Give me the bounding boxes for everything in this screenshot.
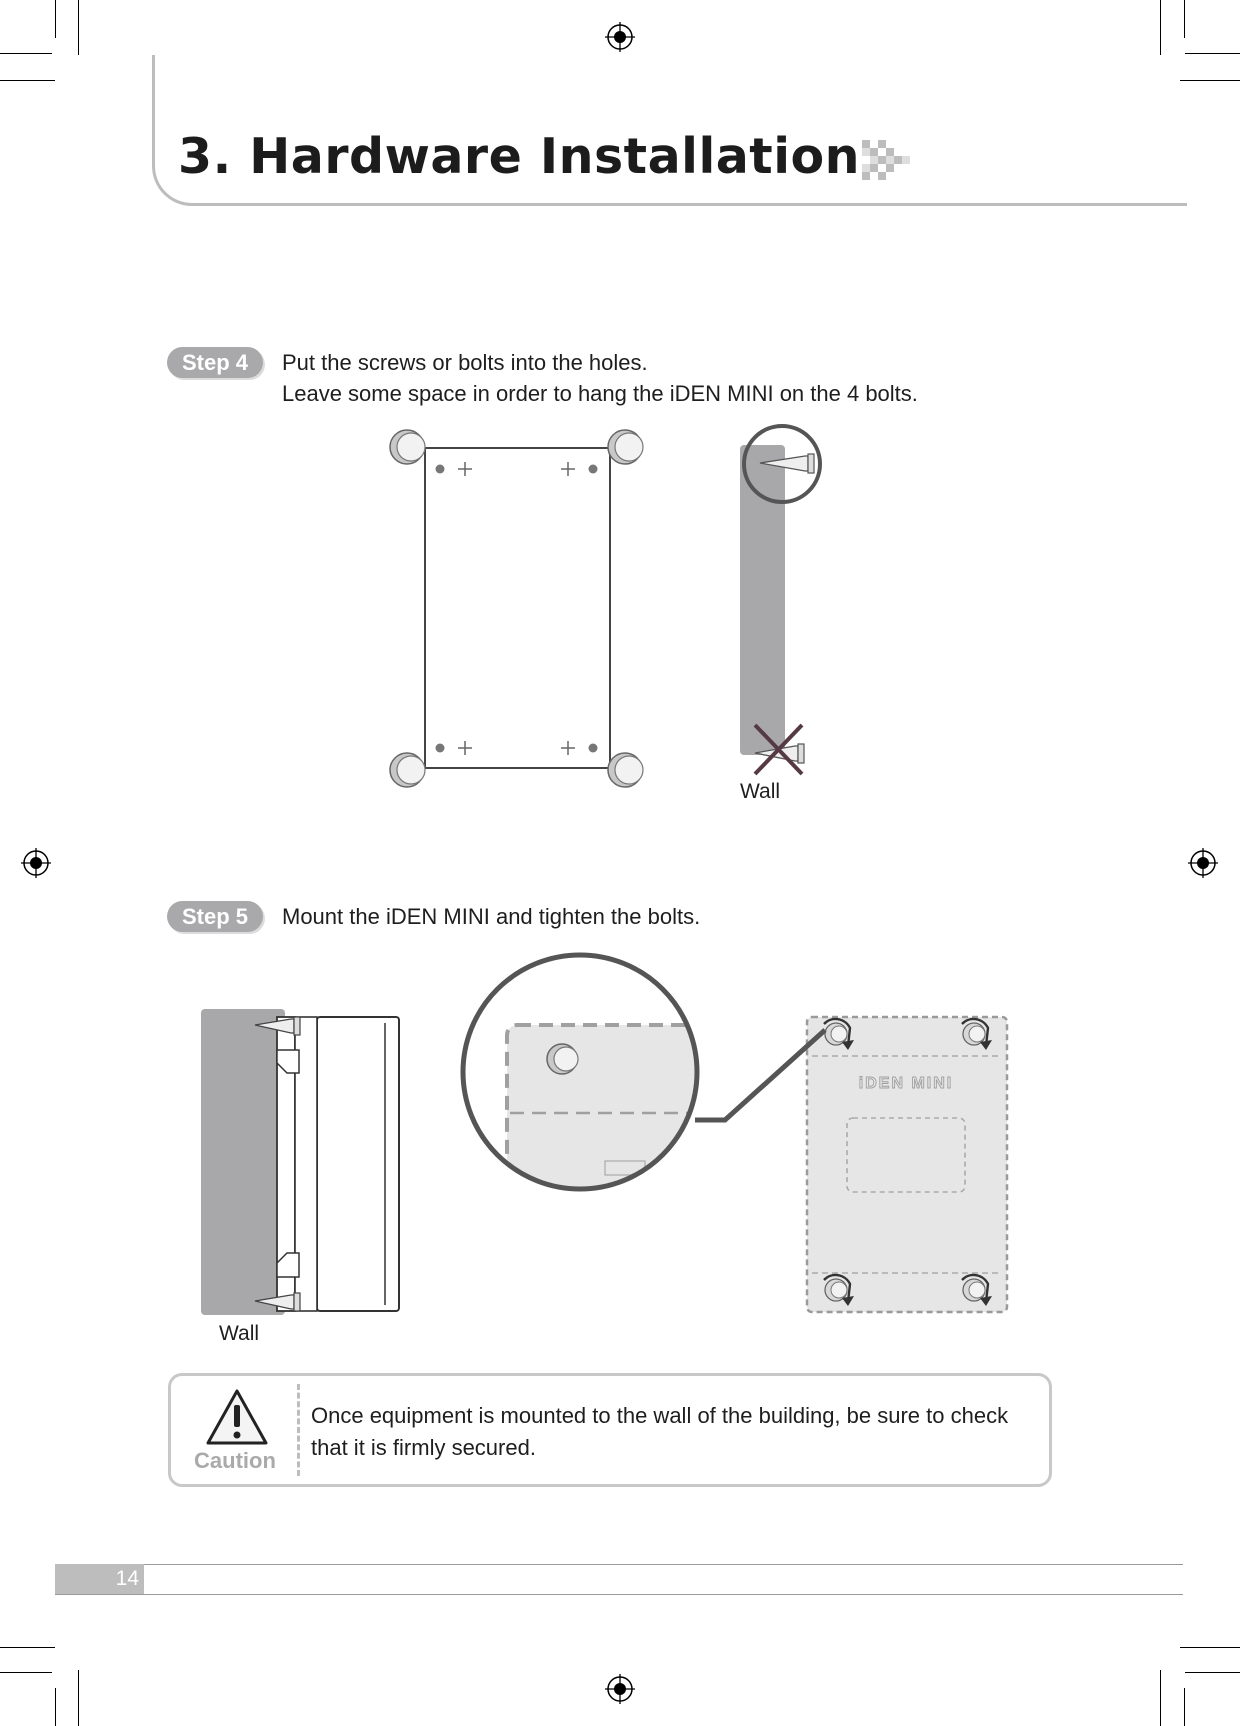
wall-side-view [730, 420, 830, 780]
caution-divider [297, 1384, 300, 1476]
caution-triangle-icon [205, 1388, 269, 1446]
zoom-detail-diagram [450, 945, 1020, 1325]
step-5-badge: Step 5 [167, 901, 263, 932]
bolt-bottom-right [608, 753, 643, 787]
step-4-badge: Step 4 [167, 347, 263, 378]
caution-label: Caution [194, 1448, 276, 1473]
mounting-template-diagram [385, 425, 655, 795]
step-5-line-1: Mount the iDEN MINI and tighten the bolts. [282, 904, 701, 929]
step-4-line-1: Put the screws or bolts into the holes. [282, 350, 648, 375]
registration-mark-icon [21, 848, 51, 878]
bolt-top-left [390, 430, 425, 464]
double-chevron-icon [862, 140, 912, 182]
footer-line-top [55, 1564, 1183, 1565]
caution-box [168, 1373, 1052, 1487]
wall-label-step4: Wall [740, 780, 781, 803]
footer-line-bottom [55, 1594, 1183, 1595]
bolt-bottom-left [390, 753, 425, 787]
registration-mark-icon [605, 22, 635, 52]
caution-text: Once equipment is mounted to the wall of the building, be sure to check that it is firmly secured. [311, 1403, 1009, 1460]
page-title: 3. Hardware Installation [178, 128, 861, 185]
wall-label-step5: Wall [219, 1322, 260, 1345]
registration-mark-icon [605, 1674, 635, 1704]
bolt-top-right [608, 430, 643, 464]
step-4-line-2: Leave some space in order to hang the iDEN MINI on the 4 bolts. [282, 381, 918, 406]
page-number: 14 [115, 1567, 139, 1590]
registration-mark-icon [1188, 848, 1218, 878]
device-label: iDEN MINI [858, 1075, 954, 1092]
mounted-side-view [195, 1005, 415, 1325]
